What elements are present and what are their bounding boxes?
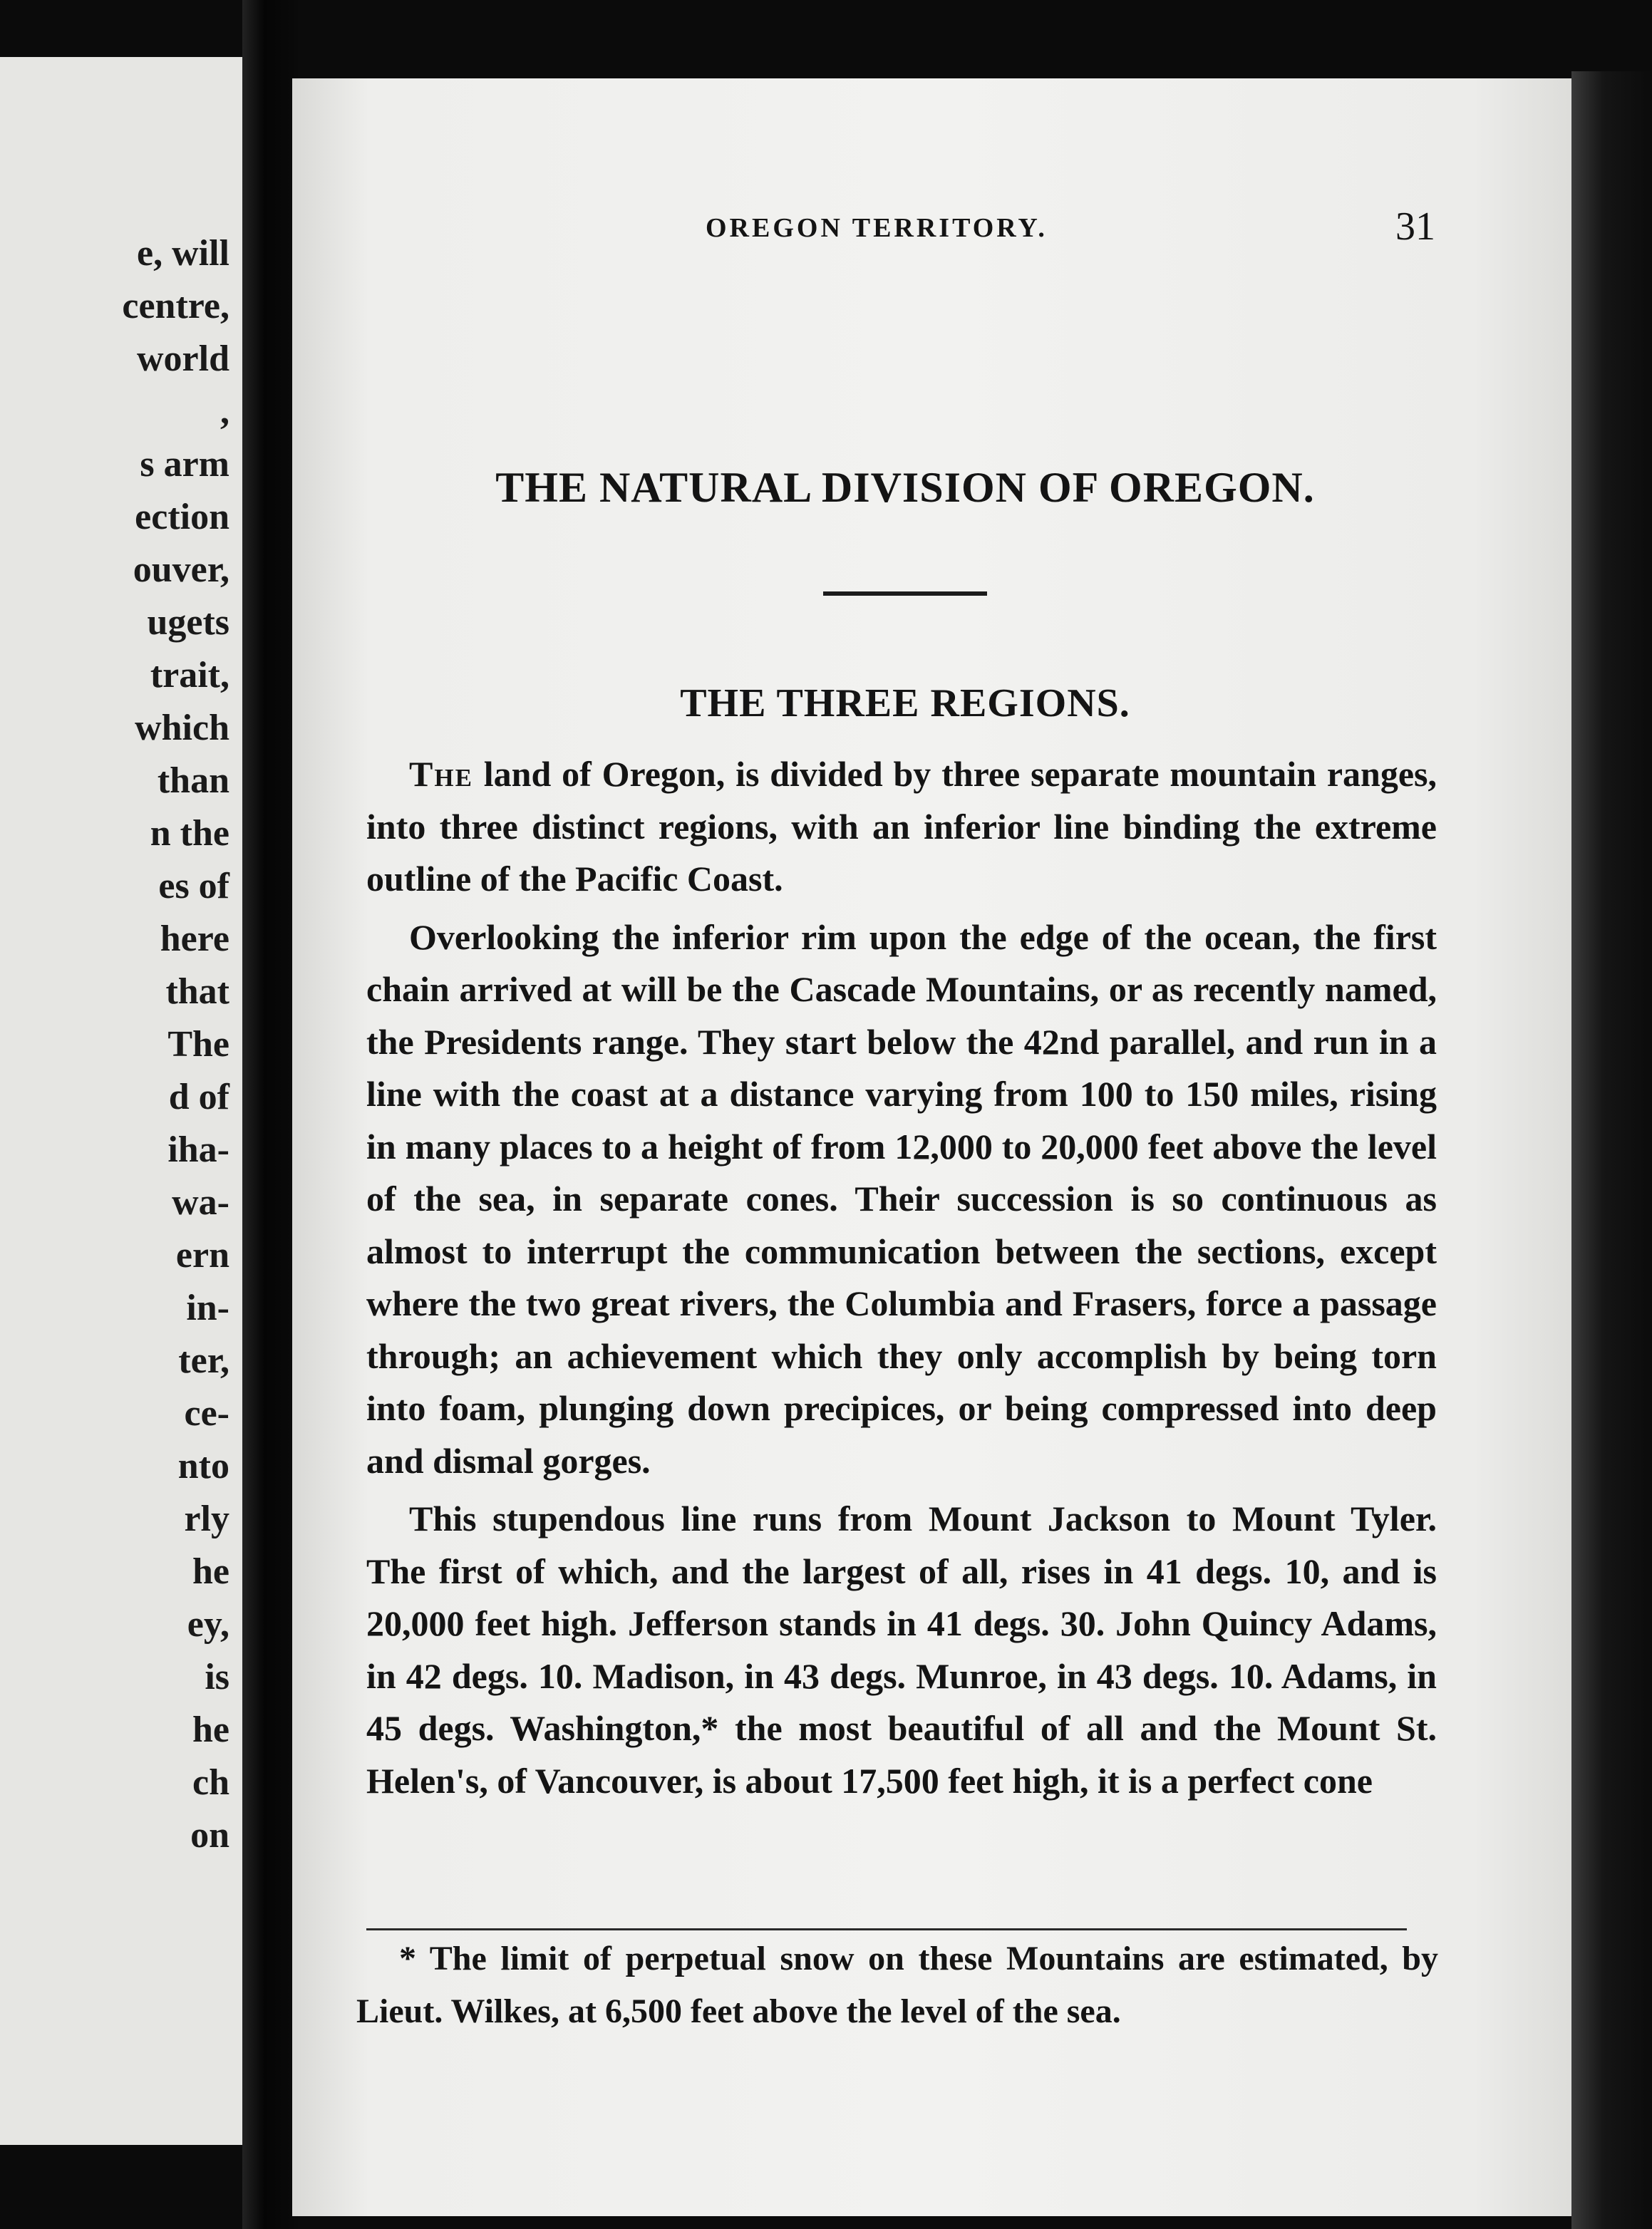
left-page-line: that xyxy=(165,971,229,1012)
paragraph-1 xyxy=(366,748,1437,906)
left-page-line: he xyxy=(192,1551,229,1592)
left-page-line: ugets xyxy=(147,602,229,643)
left-page-line: on xyxy=(190,1815,229,1856)
left-page-line: s arm xyxy=(140,444,229,485)
left-page-line: ern xyxy=(175,1235,229,1276)
left-page-line: world xyxy=(137,338,229,379)
left-page-line: ce- xyxy=(184,1393,229,1434)
left-page-line: The xyxy=(167,1024,229,1065)
left-page-line: es of xyxy=(158,866,229,906)
paragraph-1-text: land of Oregon, is divided by three separate mountain ranges, into three distinct regions, with an inferior line binding the extreme outline of the Pacific Coast. xyxy=(366,754,1437,899)
footnote-rule xyxy=(366,1928,1407,1930)
book-gutter xyxy=(242,0,298,2229)
paragraph-3: This stupendous line runs from Mount Jackson to Mount Tyler. The first of which, and the largest of all, rises in 41 degs. 10, and is 20,000 feet high. Jefferson stands in 41 degs. 30. John Quincy Adams, in 42 degs. 10. Madison, in 43 degs. Munroe, in 43 degs. 10. Adams, in 45 degs. Washington,* the most beautiful of all and the Mount St. Helen's, of Vancouver, is about 17,500 feet high, it is a perfect cone xyxy=(366,1499,1437,1801)
title-rule xyxy=(823,591,987,596)
left-page-line: here xyxy=(160,919,229,959)
body-text xyxy=(366,748,1437,1813)
left-page-line: he xyxy=(192,1710,229,1750)
left-page-line: d of xyxy=(168,1077,229,1117)
left-page-line: ey, xyxy=(187,1604,229,1645)
chapter-title: THE NATURAL DIVISION OF OREGON. xyxy=(495,464,1315,511)
paragraph-2: Overlooking the inferior rim upon the edge of the ocean, the first chain arrived at will be the Cascade Mountains, or as recently named, the Presidents range. They start below the 42nd parallel, and run in a line with the coast at a distance varying from 100 to 150 miles, rising in many places to a height of from 12,000 to 20,000 feet above the level of the sea, in separate cones. Their succession is so continuous as almost to interrupt the communication between the sections, except where the two great rivers, the Columbia and Frasers, force a passage through; an achievement which they only accomplish by being torn into foam, plunging down precipices, or being compressed into deep and dismal gorges. xyxy=(366,916,1437,1481)
left-page-line: nto xyxy=(177,1446,229,1486)
left-page-line: ection xyxy=(135,497,229,537)
page-edge xyxy=(1571,71,1652,2229)
page-number: 31 xyxy=(1395,205,1435,249)
left-facing-page xyxy=(0,57,242,2145)
left-page-line: which xyxy=(135,708,229,748)
footnote: * The limit of perpetual snow on these Mountains are estimated, by Lieut. Wilkes, at 6,500 feet above the level of the sea. xyxy=(356,1940,1438,2030)
running-head: OREGON TERRITORY. xyxy=(706,213,1048,243)
left-page-line: in- xyxy=(186,1288,229,1328)
left-page-line: rly xyxy=(184,1499,229,1539)
left-page-line: n the xyxy=(150,813,229,854)
left-page-line: ter, xyxy=(178,1340,229,1381)
left-page-line: , xyxy=(220,391,229,432)
paragraph-1-first-word: The xyxy=(409,754,473,794)
left-page-line: centre, xyxy=(122,286,229,326)
left-page-line: ch xyxy=(192,1762,229,1803)
left-page-line: trait, xyxy=(150,655,229,695)
left-page-line: iha- xyxy=(167,1129,229,1170)
left-page-line: e, will xyxy=(137,233,229,274)
section-title: THE THREE REGIONS. xyxy=(680,681,1130,725)
left-page-line: than xyxy=(157,760,229,801)
left-page-line: wa- xyxy=(172,1182,229,1223)
left-page-line: ouver, xyxy=(133,549,229,590)
left-page-line: is xyxy=(205,1657,229,1697)
